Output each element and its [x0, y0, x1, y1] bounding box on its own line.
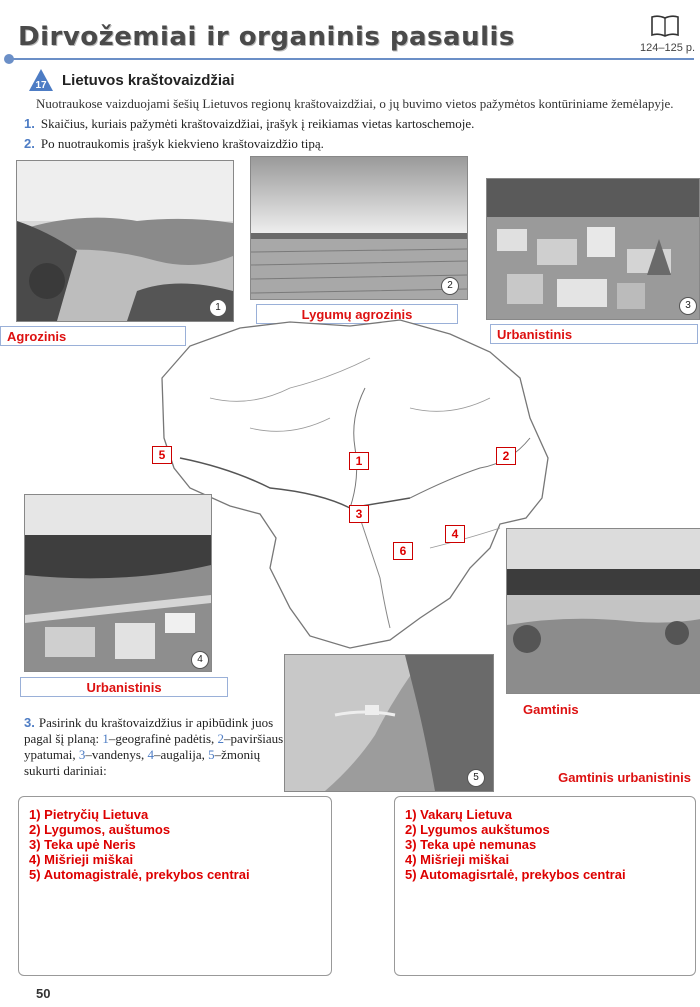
plan-2-number: 2	[217, 731, 224, 746]
task-number: 17	[35, 80, 47, 91]
plan-1-text: –geografinė padėtis,	[108, 731, 218, 746]
question-2-text: Po nuotraukomis įrašyk kiekvieno kraštovaizdžio tipą.	[40, 136, 324, 151]
answer-right-line: 3) Teka upė nemunas	[405, 837, 537, 852]
photo-6-nature	[506, 528, 700, 694]
question-3-number: 3.	[24, 715, 35, 730]
answer-right-line: 2) Lygumos aukštumos	[405, 822, 550, 837]
plan-3-number: 3	[78, 747, 86, 762]
photo-2-plains	[250, 156, 468, 300]
photo-1-type-label: Agrozinis	[0, 326, 186, 346]
map-marker-1: 1	[349, 452, 369, 470]
photo-5-number: 5	[467, 769, 485, 787]
plan-5-text: –žmonių sukurti dariniai:	[24, 747, 261, 778]
photo-1-number: 1	[209, 299, 227, 317]
title-rule	[8, 58, 694, 60]
answer-left-line: 2) Lygumos, auštumos	[29, 822, 171, 837]
plan-4-text: –augalija,	[154, 747, 209, 762]
photo-5-coast	[284, 654, 494, 792]
photo-4-city	[24, 494, 212, 672]
map-marker-5: 5	[152, 446, 172, 464]
question-2	[24, 136, 324, 152]
photo-5-type-label: Gamtinis urbanistinis	[500, 767, 698, 787]
task-heading: Lietuvos kraštovaizdžiai	[62, 72, 235, 89]
question-1-text: Skaičius, kuriais pažymėti kraštovaizdžiai, įrašyk į reikiamas vietas kartoschemoje.	[40, 116, 475, 131]
question-1	[24, 116, 474, 132]
photo-3-number: 3	[679, 297, 697, 315]
photo-2-number: 2	[441, 277, 459, 295]
textbook-pages-ref: 124–125 p.	[640, 42, 696, 54]
answer-box-left[interactable]	[18, 796, 332, 976]
question-2-number: 2.	[24, 136, 35, 151]
plan-2-text: –paviršiaus ypatumai,	[24, 731, 284, 762]
task-intro: Nuotraukose vaizduojami šešių Lietuvos regionų kraštovaizdžiai, o jų buvimo vietos pažymėtos kontūriniame žemėlapyje.	[36, 96, 674, 111]
map-marker-4: 4	[445, 525, 465, 543]
photo-1-agrarian	[16, 160, 234, 322]
answer-left-line: 4) Mišrieji miškai	[29, 852, 134, 867]
page-title: Dirvožemiai ir organinis pasaulis	[18, 22, 515, 52]
plan-4-number: 4	[147, 747, 154, 762]
answer-left-line: 1) Pietryčių Lietuva	[29, 807, 149, 822]
answer-right-line: 1) Vakarų Lietuva	[405, 807, 512, 822]
map-marker-3: 3	[349, 505, 369, 523]
question-3	[24, 715, 294, 779]
map-marker-2: 2	[496, 447, 516, 465]
photo-2-type-label: Lygumų agrozinis	[256, 304, 458, 324]
plan-3-text: –vandenys,	[85, 747, 148, 762]
title-rule-dot	[4, 54, 14, 64]
answer-left-line: 5) Automagistralė, prekybos centrai	[29, 867, 250, 882]
map-marker-6: 6	[393, 542, 413, 560]
photo-3-town	[486, 178, 700, 320]
question-1-number: 1.	[24, 116, 35, 131]
question-3-text: Pasirink du kraštovaizdžius ir apibūdink juos pagal šį planą:	[24, 715, 274, 746]
plan-1-number: 1	[102, 731, 109, 746]
answer-right-line: 5) Automagisrtalė, prekybos centrai	[405, 867, 626, 882]
photo-6-type-label: Gamtinis	[516, 699, 600, 719]
answer-box-right[interactable]	[394, 796, 696, 976]
photo-4-type-label: Urbanistinis	[20, 677, 228, 697]
task-number-badge	[28, 68, 54, 92]
answer-right-line: 4) Mišrieji miškai	[405, 852, 510, 867]
page-number: 50	[36, 986, 51, 1001]
book-icon	[650, 14, 680, 38]
answer-left-line: 3) Teka upė Neris	[29, 837, 136, 852]
photo-3-type-label: Urbanistinis	[490, 324, 698, 344]
photo-4-number: 4	[191, 651, 209, 669]
plan-5-number: 5	[208, 747, 215, 762]
